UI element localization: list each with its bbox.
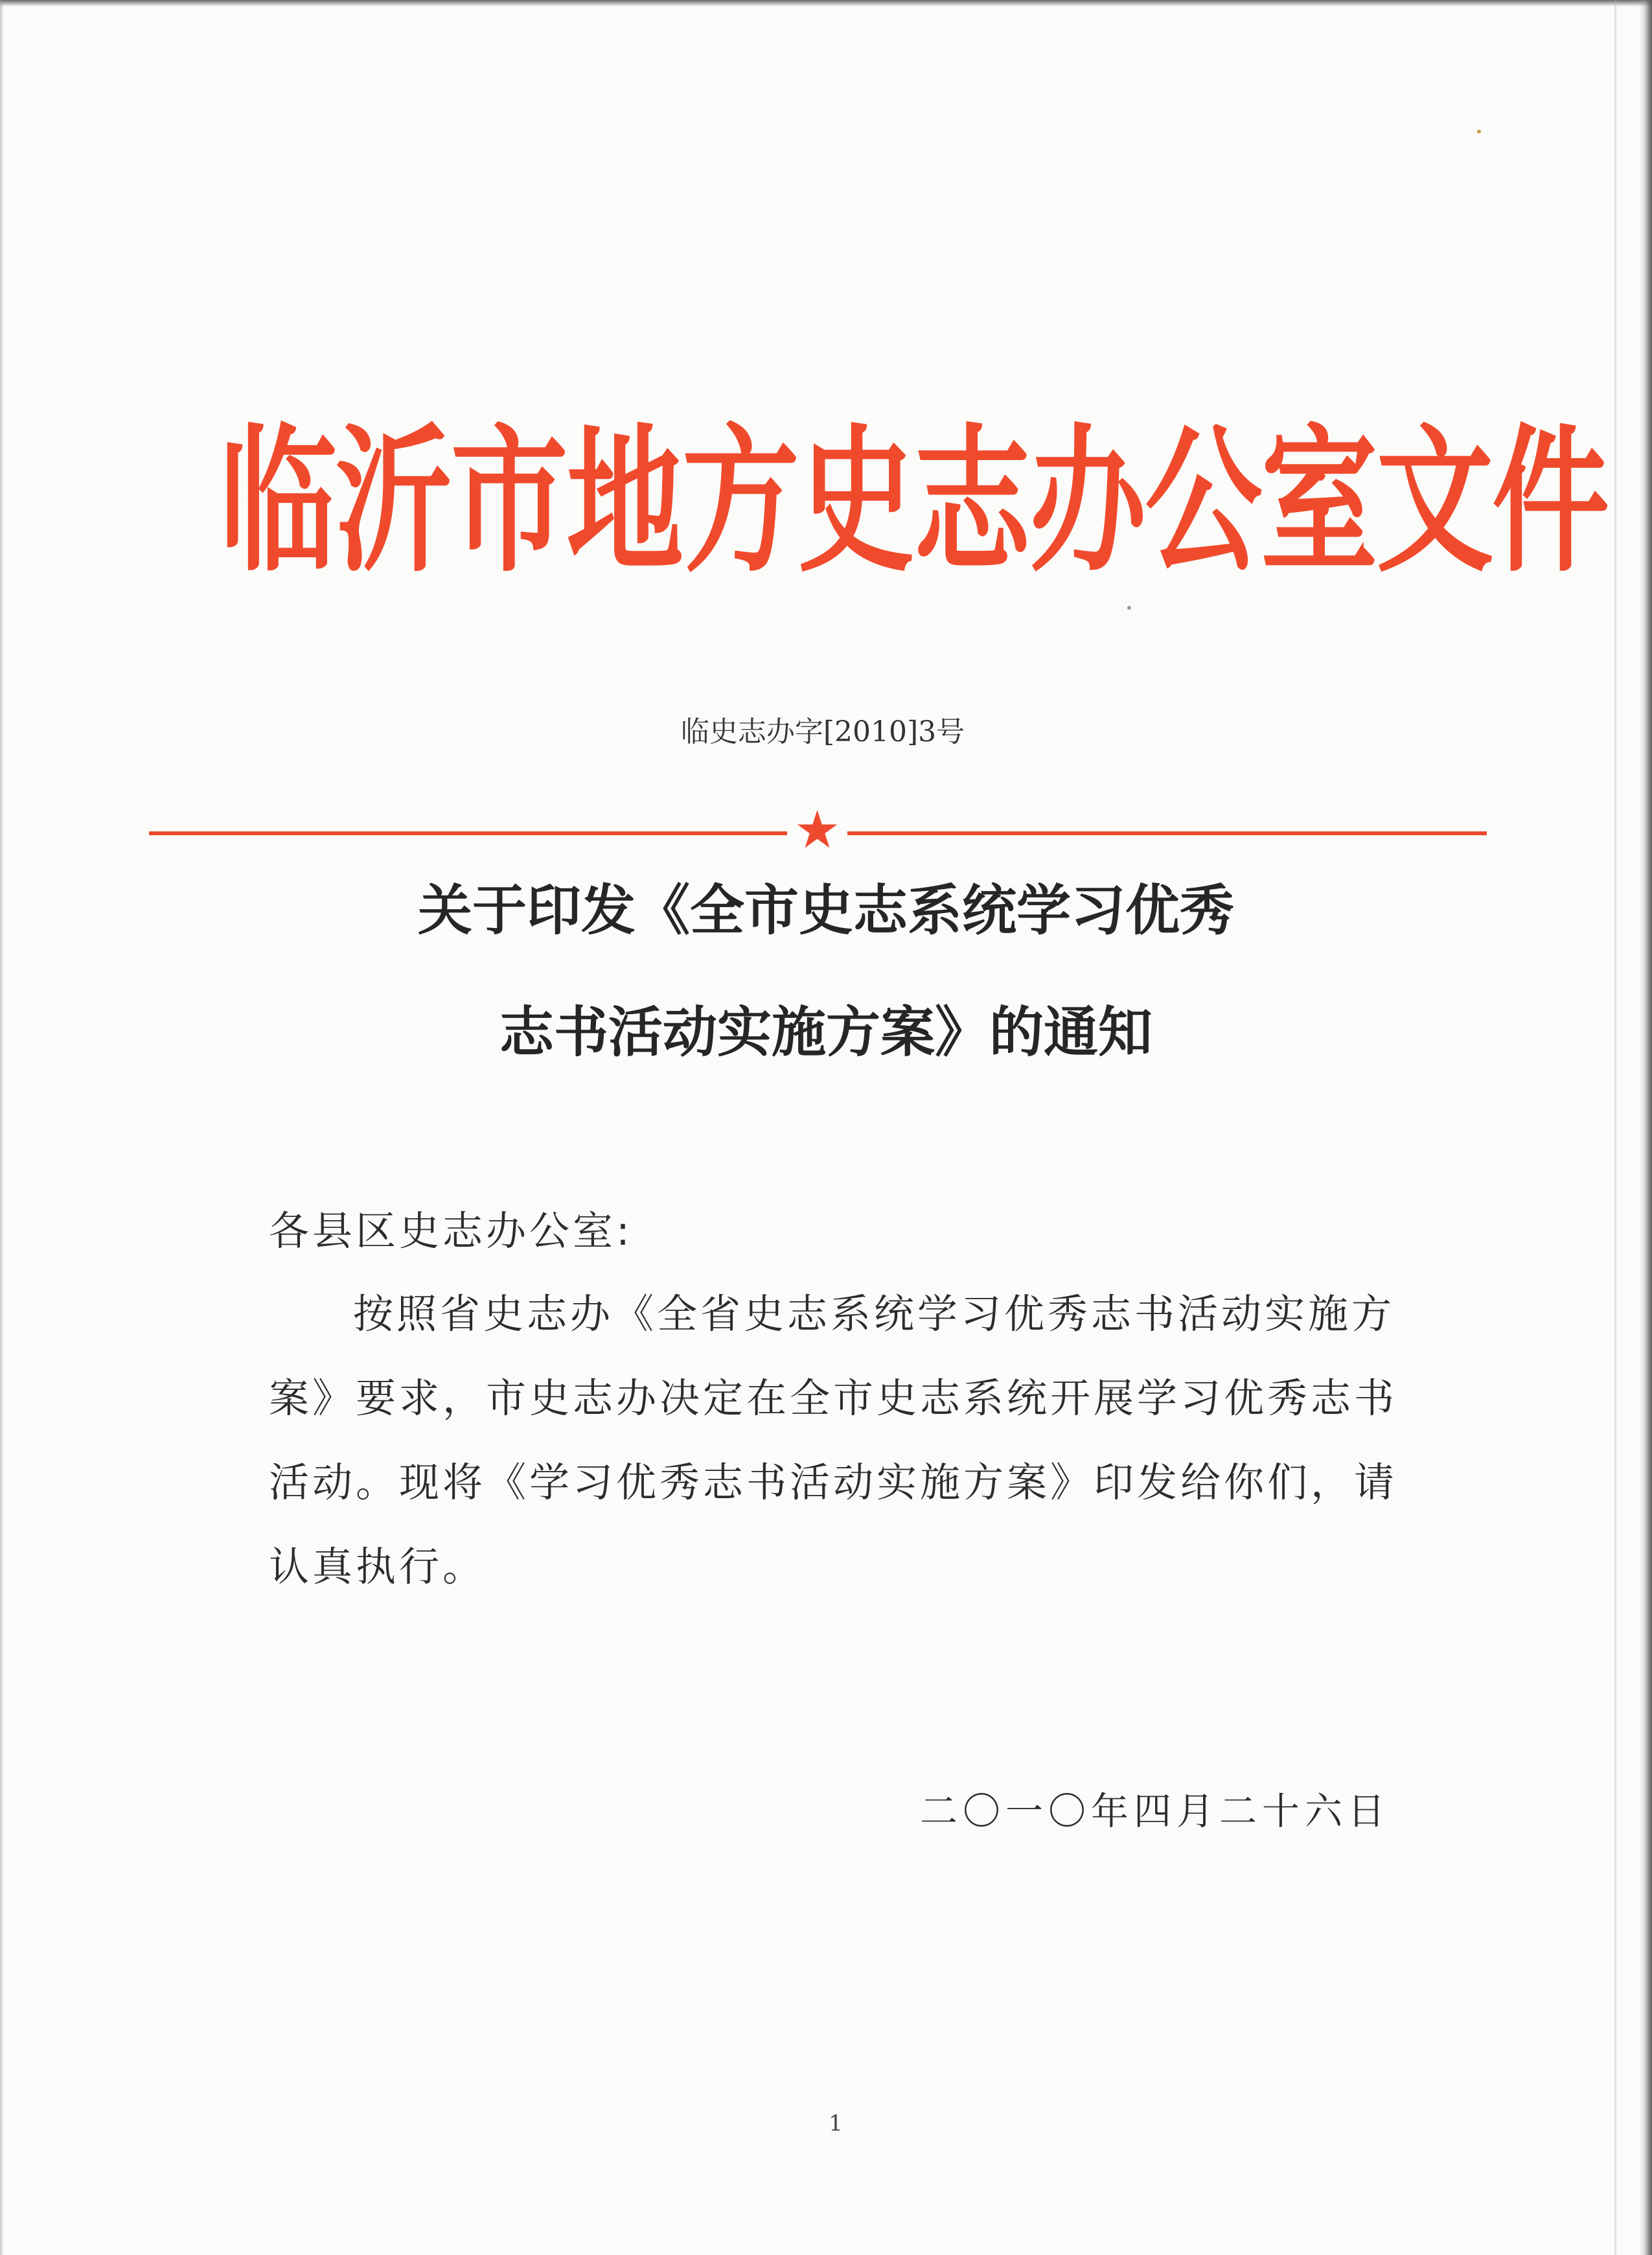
body-line-2: 案》要求，市史志办决定在全市史志系统开展学习优秀志书 (269, 1374, 1398, 1422)
body-line-1: 按照省史志办《全省史志系统学习优秀志书活动实施方 (353, 1290, 1395, 1337)
red-rule-left (149, 831, 787, 835)
scan-edge-right (1639, 0, 1652, 2255)
scan-speck (1127, 606, 1131, 610)
body-line-3: 活动。现将《学习优秀志书活动实施方案》印发给你们，请 (269, 1459, 1398, 1506)
issue-date: 二〇一〇年四月二十六日 (920, 1789, 1391, 1833)
notice-title-line-1: 关于印发《全市史志系统学习优秀 (417, 878, 1234, 942)
paper-fold-line (1614, 0, 1616, 2255)
body-line-4: 认真执行。 (269, 1543, 487, 1590)
red-rule-right (847, 831, 1487, 835)
salutation: 各县区史志办公室: (269, 1207, 633, 1255)
star-icon: ★ (794, 800, 841, 860)
page-number: 1 (829, 2110, 843, 2136)
document-number: 临史志办字[2010]3号 (680, 715, 965, 748)
notice-title-line-2: 志书活动实施方案》的通知 (499, 1000, 1153, 1064)
document-masthead: 临沂市地方史志办公室文件 (219, 410, 1608, 594)
scan-edge-top (0, 0, 1652, 6)
scan-edge-left (0, 0, 4, 2255)
scan-speck (1477, 130, 1481, 133)
